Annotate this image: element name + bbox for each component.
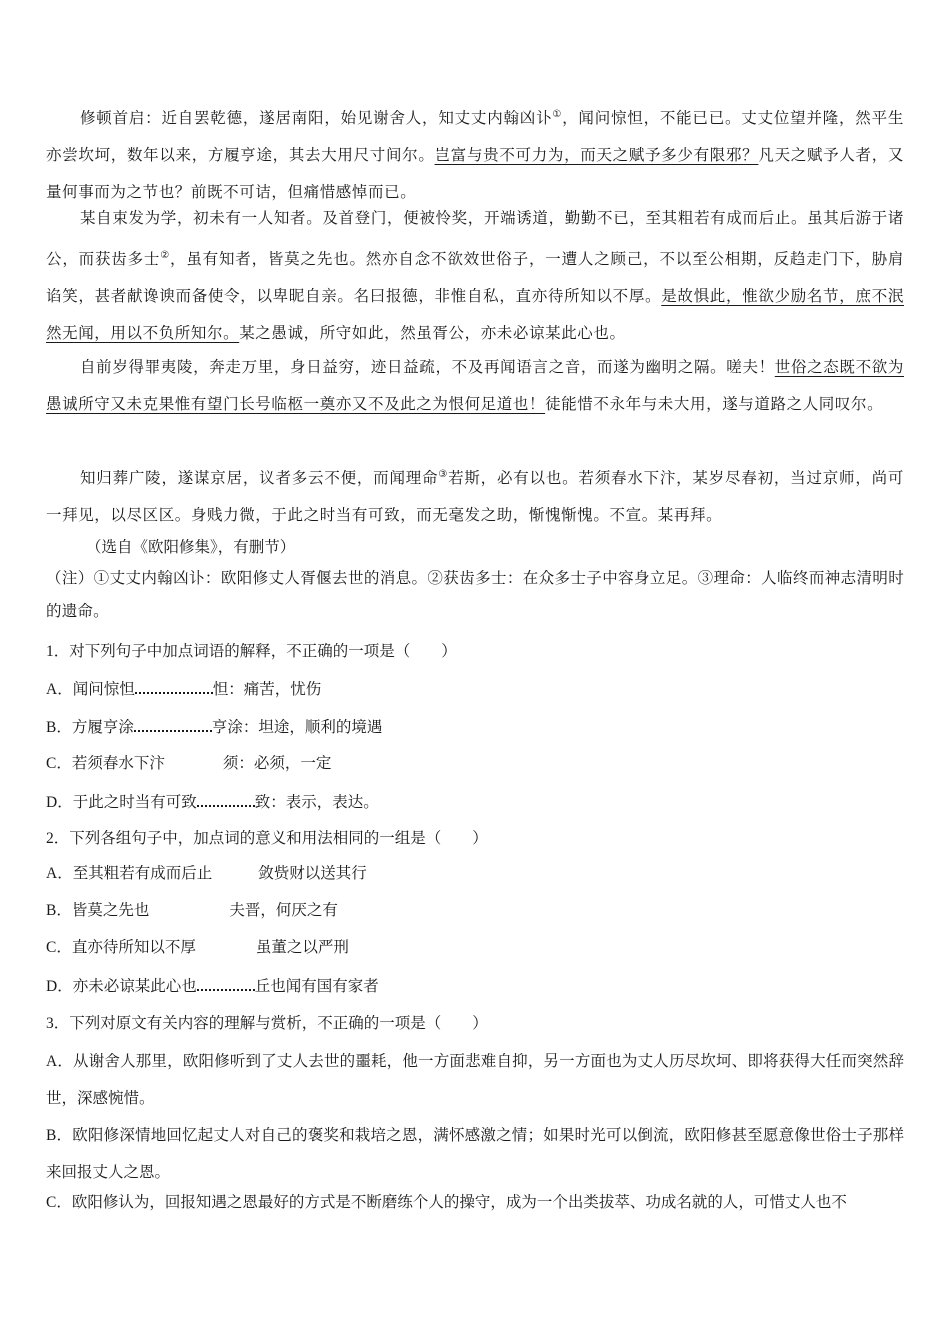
p2-underlined-sentence: 是故惧此，惟欲少励名节，庶不泯然无闻，用以不负所知尔。: [46, 287, 904, 343]
question-2-option-d[interactable]: [46, 975, 904, 997]
p1-underlined-sentence: 岂富与贵不可力为，而天之赋予多少有限邪？: [434, 146, 759, 165]
question-2-option-b[interactable]: [46, 901, 904, 921]
option-d-left: D．亦未必谅某此心也: [46, 978, 197, 995]
question-1-option-c[interactable]: [46, 754, 904, 774]
option-d-definition: 致：表示，表达。: [254, 794, 379, 811]
p4-text-a: 知归葬广陵，遂谋京居，议者多云不便，而闻理命: [80, 469, 439, 488]
question-1-stem: 1．对下列句子中加点词语的解释，不正确的一项是（ ）: [46, 643, 457, 660]
question-3-option-a[interactable]: A．从谢舍人那里，欧阳修听到了丈人去世的噩耗，他一方面悲难自抑，另一方面也为丈人历尽坎坷、即将获得大任而突然辞世，深感惋惜。: [46, 1053, 904, 1107]
option-c-definition: 须：必须，一定: [222, 755, 332, 772]
option-a-right: 敛赀财以送其行: [258, 865, 367, 882]
p3-underlined-sentence: 世俗之态既不欲为愚诚所守又未克果惟有望门长号临柩一奠亦又不及此之为恨何足道也！: [46, 358, 904, 413]
option-c-right: 虽董之以严刑: [255, 939, 349, 956]
option-a-definition: 怛：痛苦，忧伤: [212, 681, 322, 698]
option-d-sentence: D．于此之时当有可致: [46, 794, 197, 811]
question-1-option-a[interactable]: [46, 678, 904, 700]
option-c-sentence: C．若须春水下汴: [46, 755, 165, 772]
p1-text-b: ，闻问惊怛，不能已已。丈丈位望并隆，然平生亦尝坎坷，数年以来，方履亨途，其去大用尺寸间尔。: [46, 109, 904, 165]
footnote-marker-1: ①: [552, 109, 563, 120]
footnote-marker-2: ②: [160, 250, 170, 261]
passage-paragraph-4: [46, 456, 904, 534]
question-1-option-b[interactable]: [46, 716, 904, 738]
p3-text-c: 徒能惜不永年与未大用，遂与道路之人同叹尔。: [545, 395, 884, 413]
footnotes: （注）①丈丈内翰凶讣：欧阳修丈人胥偃去世的消息。②获齿多士：在众多士子中容身立足。③理命：人临终而神志清明时的遗命。: [46, 570, 904, 620]
question-1-option-d[interactable]: [46, 791, 904, 813]
question-3-option-c[interactable]: C．欧阳修认为，回报知遇之恩最好的方式是不断磨练个人的操守，成为一个出类拔萃、功成名就的人，可惜丈人也不: [46, 1194, 847, 1211]
footnote-marker-3: ③: [438, 469, 449, 480]
option-b-right: 夫晋，何厌之有: [229, 902, 338, 919]
option-a-dots: [135, 678, 213, 694]
question-3-stem: 3．下列对原文有关内容的理解与赏析，不正确的一项是（ ）: [46, 1015, 488, 1032]
option-b-definition: 亨涂：坦途，顺利的境遇: [211, 719, 383, 736]
option-d-right: 丘也闻有国有家者: [254, 978, 379, 995]
p4-text-b: 若斯，必有以也。若须春水下汴，某岁尽春初，当过京师，尚可一拜见，以尽区区。身贱力微，于此之时当有可致，而无毫发之助，惭愧惭愧。不宣。某再拜。: [46, 469, 904, 525]
option-a-left: A．至其粗若有成而后止: [46, 865, 213, 882]
option-b-left: B．皆莫之先也: [46, 902, 150, 919]
option-a-sentence: A．闻问惊怛: [46, 681, 135, 698]
passage-paragraph-3: [46, 349, 904, 423]
question-3-option-b[interactable]: B．欧阳修深情地回忆起丈人对自己的褒奖和栽培之恩，满怀感激之情；如果时光可以倒流，欧阳修甚至愿意像世俗士子那样来回报丈人之恩。: [46, 1127, 904, 1181]
question-2-stem: 2．下列各组句子中，加点词的意义和用法相同的一组是（ ）: [46, 830, 488, 847]
question-2-option-a[interactable]: [46, 864, 904, 884]
option-c-left: C．直亦待所知以不厚: [46, 939, 196, 956]
passage-paragraph-2: [46, 200, 904, 352]
p1-text-c: 凡天之赋予人者，又量何事而为之节也？前既不可诘，但痛惜感悼而已。: [46, 146, 904, 202]
source-citation: （选自《欧阳修集》，有删节）: [86, 539, 296, 556]
p3-text-a: 自前岁得罪夷陵，奔走万里，身日益穷，迹日益疏，不及再闻语言之音，而遂为幽明之隔。嗟夫！: [80, 358, 775, 376]
option-b-dots: [134, 716, 212, 732]
question-2-option-c[interactable]: [46, 938, 904, 958]
p1-text-a: 修顿首启：近自罢乾德，遂居南阳，始见谢舍人，知丈丈内翰凶讣: [80, 109, 553, 128]
option-d-dots: [197, 975, 255, 991]
option-b-sentence: B．方履亨涂: [46, 719, 134, 736]
p2-text-b: ，虽有知者，皆莫之先也。然亦自念不欲效世俗子，一遭人之顾己，不以至公相期，反趋走门下，胁肩谄笑，甚者献谗谀而备使令，以卑昵自亲。名曰报德，非惟自私，直亦待所知以不厚。: [46, 250, 904, 306]
p2-text-a: 某自束发为学，初未有一人知者。及首登门，便被怜奖，开端诱道，勤勤不已，至其粗若有成而后止。虽其后游于诸公，而获齿多士: [46, 209, 904, 269]
p2-text-c: 某之愚诚，所守如此，然虽胥公，亦未必谅某此心也。: [239, 324, 626, 343]
option-d-dots: [197, 791, 255, 807]
passage-paragraph-1: [46, 96, 904, 211]
